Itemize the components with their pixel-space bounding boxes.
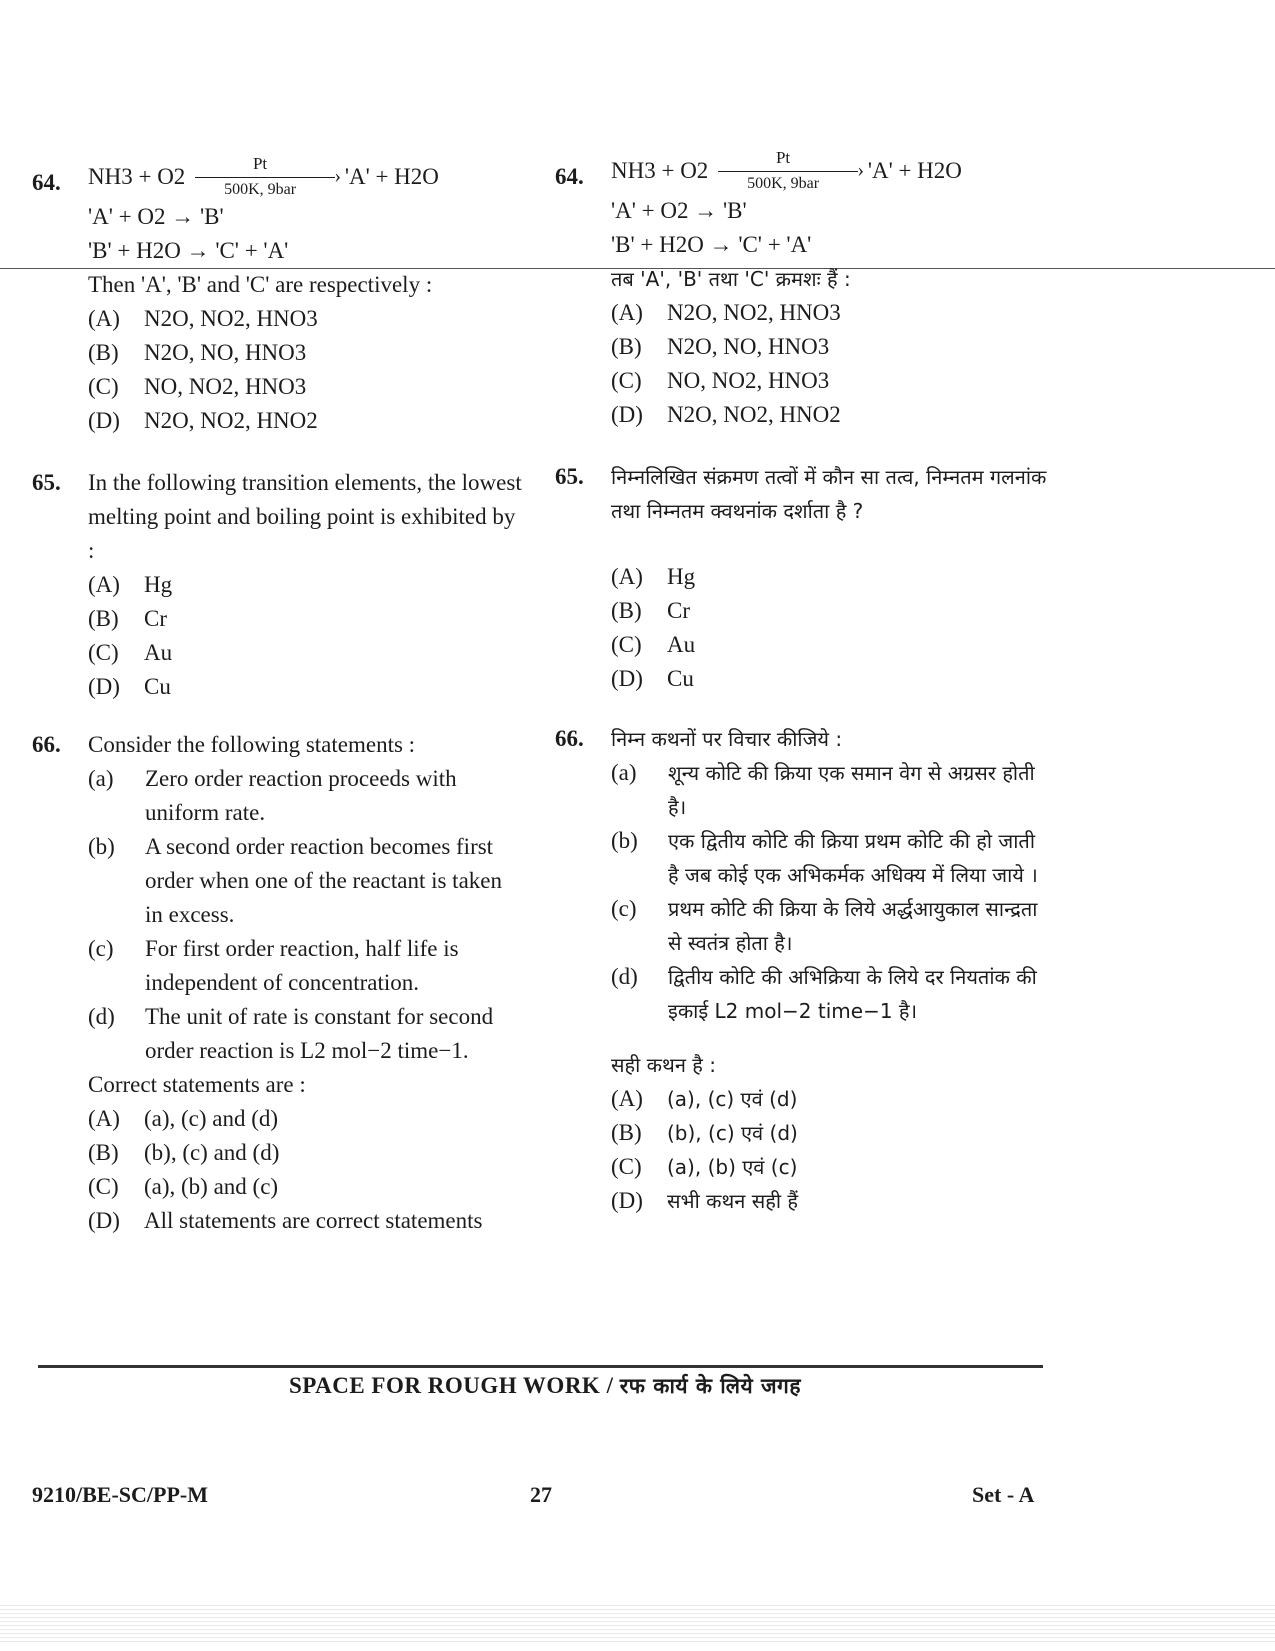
question-number: 64. [555, 164, 584, 189]
page-number: 27 [530, 1482, 552, 1507]
option-a: (A) N2O, NO2, HNO3 [611, 300, 841, 325]
reaction-step-2: 'A' + O2 → 'B' [88, 204, 224, 229]
correct-statements-prompt: सही कथन है : [611, 1053, 716, 1077]
option-b: (B) Cr [88, 606, 167, 631]
question-text: Then 'A', 'B' and 'C' are respectively : [88, 272, 433, 297]
option-b: (B) Cr [611, 598, 690, 623]
paper-code: 9210/BE-SC/PP-M [32, 1482, 208, 1507]
option-a: (A) (a), (c) एवं (d) [611, 1086, 798, 1111]
question-number: 65. [32, 470, 61, 495]
option-b: (B) N2O, NO, HNO3 [611, 334, 830, 359]
option-c: (C) (a), (b) and (c) [88, 1174, 279, 1199]
option-c: (C) NO, NO2, HNO3 [88, 374, 307, 399]
option-a: (A) Hg [611, 564, 696, 589]
statement-c: (c) प्रथम कोटि की क्रिया के लिये अर्द्धआयुकाल सान्द्रता से स्वतंत्र होता है। [611, 896, 1038, 955]
products: 'A' + H2O [867, 158, 962, 183]
question-number: 66. [555, 726, 584, 751]
reaction-equation [611, 148, 1050, 192]
option-a: (A) N2O, NO2, HNO3 [88, 306, 318, 331]
scan-bottom-edge [0, 1605, 1275, 1645]
option-d: (D) N2O, NO2, HNO2 [88, 408, 318, 433]
question-text: In the following transition elements, the lowest melting point and boiling point is exhibited by : [88, 470, 522, 563]
reaction-arrow: Pt › 500K, 9bar [718, 154, 858, 188]
question-intro: Consider the following statements : [88, 732, 416, 757]
question-number: 64. [32, 170, 61, 195]
rough-work-divider [38, 1365, 1043, 1368]
conditions-label: 500K, 9bar [747, 175, 820, 192]
question-66-hi [555, 722, 1050, 1218]
question-number: 66. [32, 732, 61, 757]
option-a: (A) (a), (c) and (d) [88, 1106, 279, 1131]
question-64-hi [555, 148, 1050, 432]
reaction-step-2: 'A' + O2 → 'B' [611, 198, 747, 223]
correct-statements-prompt: Correct statements are : [88, 1072, 306, 1097]
option-d: (D) Cu [611, 666, 694, 691]
question-intro: निम्न कथनों पर विचार कीजिये : [611, 727, 843, 751]
reactants: NH3 + O2 [611, 158, 709, 183]
option-d: (D) Cu [88, 674, 171, 699]
statement-b: (b) A second order reaction becomes first order when one of the reactant is taken in excess. [88, 834, 502, 927]
reaction-step-3: 'B' + H2O → 'C' + 'A' [88, 238, 289, 263]
option-b: (B) (b), (c) and (d) [88, 1140, 280, 1165]
option-d: (D) N2O, NO2, HNO2 [611, 402, 841, 427]
statement-b: (b) एक द्वितीय कोटि की क्रिया प्रथम कोटि की हो जाती है जब कोई एक अभिकर्मक अधिक्य में लिया जाये । [611, 828, 1038, 887]
option-c: (C) (a), (b) एवं (c) [611, 1154, 798, 1179]
catalyst-label: Pt [252, 154, 268, 173]
rough-work-heading: SPACE FOR ROUGH WORK / रफ कार्य के लिये जगह [288, 1373, 802, 1398]
statement-a: (a) शून्य कोटि की क्रिया एक समान वेग से अग्रसर होती है। [611, 760, 1035, 819]
question-65-hi [555, 460, 1050, 696]
reaction-arrow: Pt › 500K, 9bar [195, 160, 335, 194]
conditions-label: 500K, 9bar [224, 181, 297, 198]
question-64-en [32, 154, 522, 438]
reaction-step-3: 'B' + H2O → 'C' + 'A' [611, 232, 812, 257]
statement-d: (d) The unit of rate is constant for second order reaction is L2 mol−2 time−1. [88, 1004, 494, 1063]
products: 'A' + H2O [344, 164, 439, 189]
option-c: (C) NO, NO2, HNO3 [611, 368, 830, 393]
statement-d: (d) द्वितीय कोटि की अभिक्रिया के लिये दर नियतांक की इकाई L2 mol−2 time−1 है। [611, 964, 1037, 1023]
option-b: (B) (b), (c) एवं (d) [611, 1120, 798, 1145]
option-d: (D) All statements are correct statements [88, 1208, 483, 1233]
question-text: निम्नलिखित संक्रमण तत्वों में कौन सा तत्व, निम्नतम गलनांक तथा निम्नतम क्वथनांक दर्शाता है ? [611, 465, 1047, 523]
question-text: तब 'A', 'B' तथा 'C' क्रमशः हैं : [611, 267, 851, 291]
question-number: 65. [555, 464, 584, 489]
question-66-en [32, 728, 522, 1238]
reaction-equation [88, 154, 522, 198]
option-d: (D) सभी कथन सही हैं [611, 1188, 799, 1213]
statement-a: (a) Zero order reaction proceeds with uniform rate. [88, 766, 457, 825]
option-a: (A) Hg [88, 572, 173, 597]
set-label: Set - A [972, 1482, 1035, 1507]
reactants: NH3 + O2 [88, 164, 186, 189]
option-b: (B) N2O, NO, HNO3 [88, 340, 307, 365]
option-c: (C) Au [611, 632, 696, 657]
catalyst-label: Pt [775, 148, 791, 167]
statement-c: (c) For first order reaction, half life is independent of concentration. [88, 936, 459, 995]
question-65-en [32, 466, 522, 704]
option-c: (C) Au [88, 640, 173, 665]
